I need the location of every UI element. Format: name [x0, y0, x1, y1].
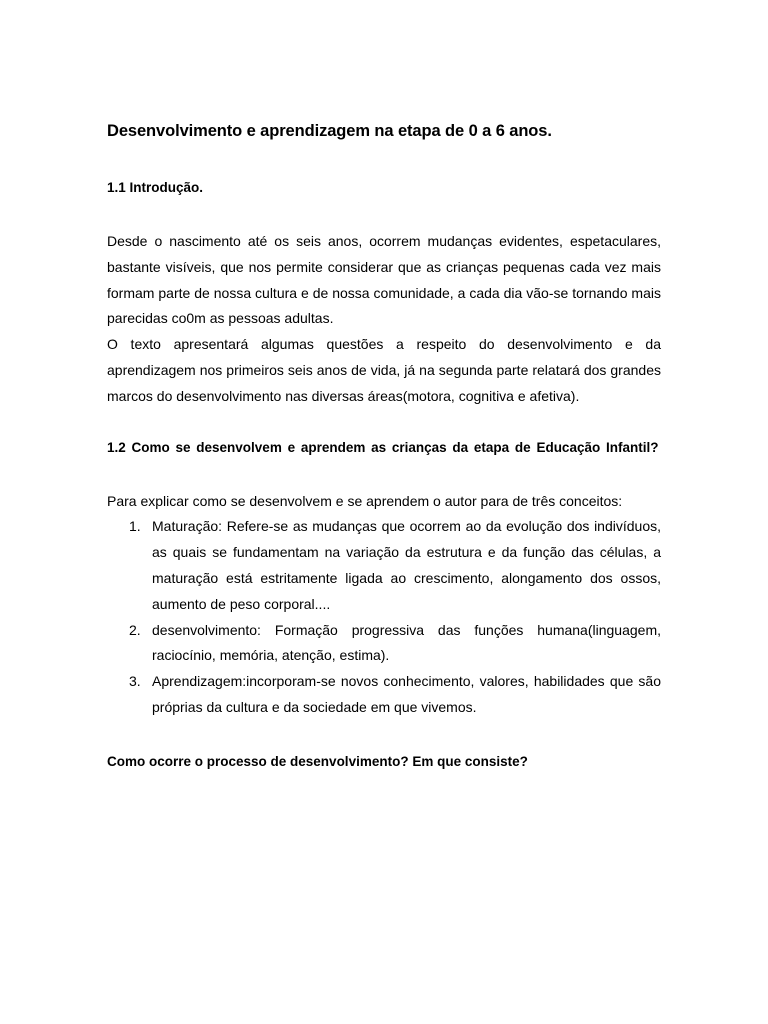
concepts-intro-paragraph: Para explicar como se desenvolvem e se aprendem o autor para de três conceitos:: [107, 492, 623, 509]
intro-paragraph-2: O texto apresentará algumas questões a respeito do desenvolvimento e da aprendizagem nos primeiros seis anos de vida, já na segunda parte relatará dos grandes marcos do desenvolvimento nas diversas áreas(motora, cognitiva e afetiva).: [107, 336, 661, 404]
list-item-text: Maturação: Refere-se as mudanças que ocorrem ao da evolução dos indivíduos, as quais se fundamentam na variação da estrutura e da função das células, a maturação está estritamente ligada ao crescimento, alongamento dos ossos, aumento de peso corporal....: [152, 518, 661, 612]
section-heading-development-process: Como ocorre o processo de desenvolvimento? Em que consiste?: [107, 753, 528, 769]
document-body: [107, 118, 661, 775]
list-item-number: 2.: [129, 621, 141, 638]
list-item-number: 1.: [129, 518, 141, 535]
list-item-text: Aprendizagem:incorporam-se novos conhecimento, valores, habilidades que são próprias da cultura e da sociedade em que vivemos.: [152, 673, 661, 715]
list-item: [107, 669, 661, 721]
list-item-text: desenvolvimento: Formação progressiva das funções humana(linguagem, raciocínio, memória, atenção, estima).: [152, 621, 661, 664]
document-title: Desenvolvimento e aprendizagem na etapa de 0 a 6 anos.: [107, 122, 552, 140]
section-heading-introduction: 1.1 Introdução.: [107, 180, 204, 195]
list-item-number: 3.: [129, 673, 141, 690]
section-heading-how-children-develop: 1.2 Como se desenvolvem e aprendem as crianças da etapa de Educação Infantil?: [107, 439, 659, 455]
intro-paragraph-1: Desde o nascimento até os seis anos, ocorrem mudanças evidentes, espetaculares, bastante visíveis, que nos permite considerar que as crianças pequenas cada vez mais formam parte de nossa cultura e de nossa comunidade, a cada dia vão-se tornando mais parecidas co0m as pessoas adultas.: [107, 233, 661, 327]
list-item: [107, 514, 661, 617]
concepts-list: [107, 514, 661, 720]
list-item: [107, 618, 661, 670]
